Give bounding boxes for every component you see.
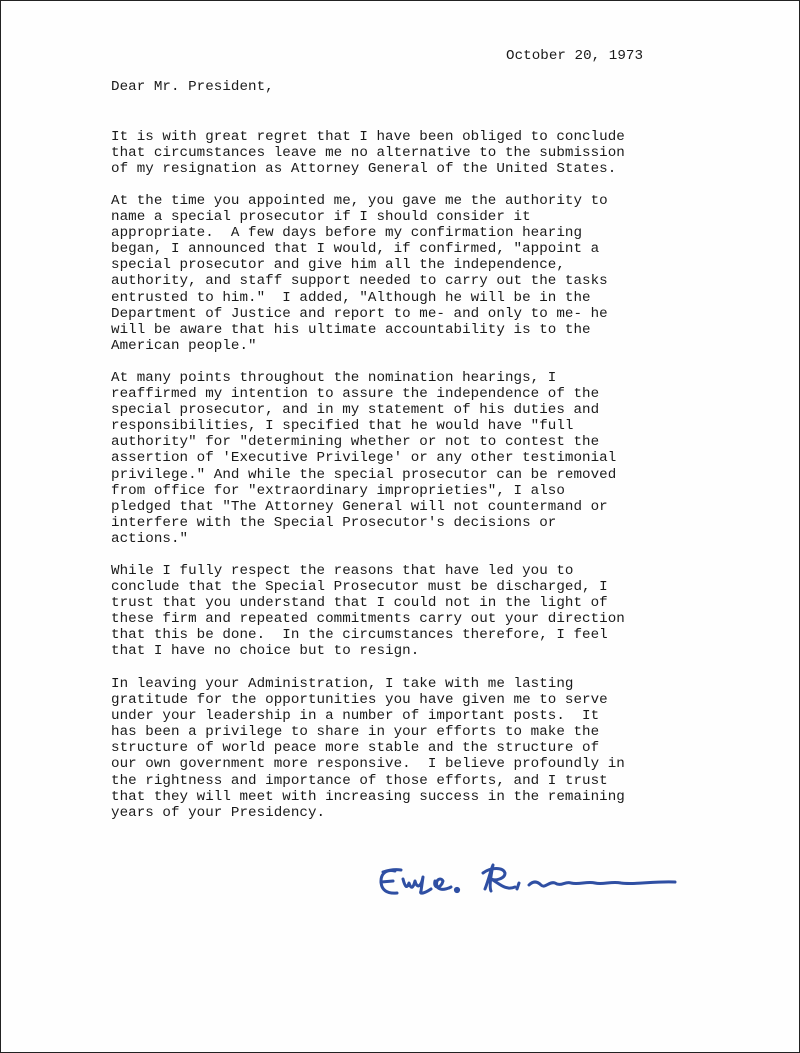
paragraph-hearings — [111, 370, 616, 547]
paragraph-appointment — [111, 193, 608, 354]
paragraph-line: has been a privilege to share in your efforts to make the — [111, 724, 600, 741]
paragraph-line: While I fully respect the reasons that have led you to — [111, 563, 574, 579]
paragraph-line: name a special prosecutor if I should consider it — [111, 209, 531, 226]
paragraph-line: authority, and staff support needed to carry out the tasks — [111, 273, 608, 290]
paragraph-line: that circumstances leave me no alternative to the submission — [111, 145, 625, 162]
paragraph-line: conclude that the Special Prosecutor must be discharged, I — [111, 579, 608, 596]
paragraph-line: that I have no choice but to resign. — [111, 643, 420, 660]
paragraph-line: the rightness and importance of those efforts, and I trust — [111, 772, 608, 789]
paragraph-line: under your leadership in a number of important posts. It — [111, 708, 600, 725]
paragraph-line: began, I announced that I would, if confirmed, "appoint a — [111, 241, 600, 258]
paragraph-line: that they will meet with increasing success in the remaining — [111, 788, 625, 805]
paragraph-line: privilege." And while the special prosecutor can be removed — [111, 466, 617, 483]
letter-date: October 20, 1973 — [506, 48, 644, 64]
paragraph-line: American people." — [111, 337, 257, 354]
paragraph-line: from office for "extraordinary improprieties", I also — [111, 482, 565, 499]
paragraph-line: responsibilities, I specified that he would have "full — [111, 418, 574, 435]
paragraph-line: structure of world peace more stable and the structure of — [111, 740, 600, 757]
paragraph-gratitude — [111, 676, 625, 821]
paragraph-line: interfere with the Special Prosecutor's decisions or — [111, 514, 557, 531]
paragraph-line: entrusted to him." I added, "Although he will be in the — [111, 289, 591, 306]
paragraph-line: Department of Justice and report to me- and only to me- he — [111, 305, 608, 322]
paragraph-line: appropriate. A few days before my confirmation hearing — [111, 225, 583, 242]
paragraph-line: special prosecutor, and in my statement of his duties and — [111, 402, 600, 419]
paragraph-line: In leaving your Administration, I take with me lasting — [111, 676, 574, 692]
paragraph-line: these firm and repeated commitments carry out your direction — [111, 611, 625, 628]
paragraph-line: special prosecutor and give him all the independence, — [111, 257, 565, 274]
paragraph-line: pledged that "The Attorney General will not countermand or — [111, 498, 608, 515]
paragraph-line: reaffirmed my intention to assure the independence of the — [111, 386, 600, 403]
paragraph-resignation — [111, 129, 625, 177]
paragraph-line: assertion of 'Executive Privilege' or any other testimonial — [111, 450, 617, 467]
signature — [373, 859, 683, 909]
paragraph-line: of my resignation as Attorney General of the United States. — [111, 161, 617, 178]
paragraph-line: years of your Presidency. — [111, 804, 326, 821]
paragraph-line: At many points throughout the nomination hearings, I — [111, 370, 557, 386]
paragraph-line: will be aware that his ultimate accountability is to the — [111, 321, 591, 338]
paragraph-line: authority" for "determining whether or not to contest the — [111, 434, 600, 451]
paragraph-line: trust that you understand that I could not in the light of — [111, 595, 608, 612]
paragraph-line: gratitude for the opportunities you have given me to serve — [111, 692, 608, 709]
salutation: Dear Mr. President, — [111, 79, 274, 95]
paragraph-discharge — [111, 563, 625, 660]
paragraph-line: our own government more responsive. I believe profoundly in — [111, 756, 625, 773]
paragraph-line: that this be done. In the circumstances therefore, I feel — [111, 627, 608, 644]
paragraph-line: It is with great regret that I have been obliged to conclude — [111, 129, 625, 145]
paragraph-line: At the time you appointed me, you gave me the authority to — [111, 193, 608, 209]
paragraph-line: actions." — [111, 530, 189, 547]
